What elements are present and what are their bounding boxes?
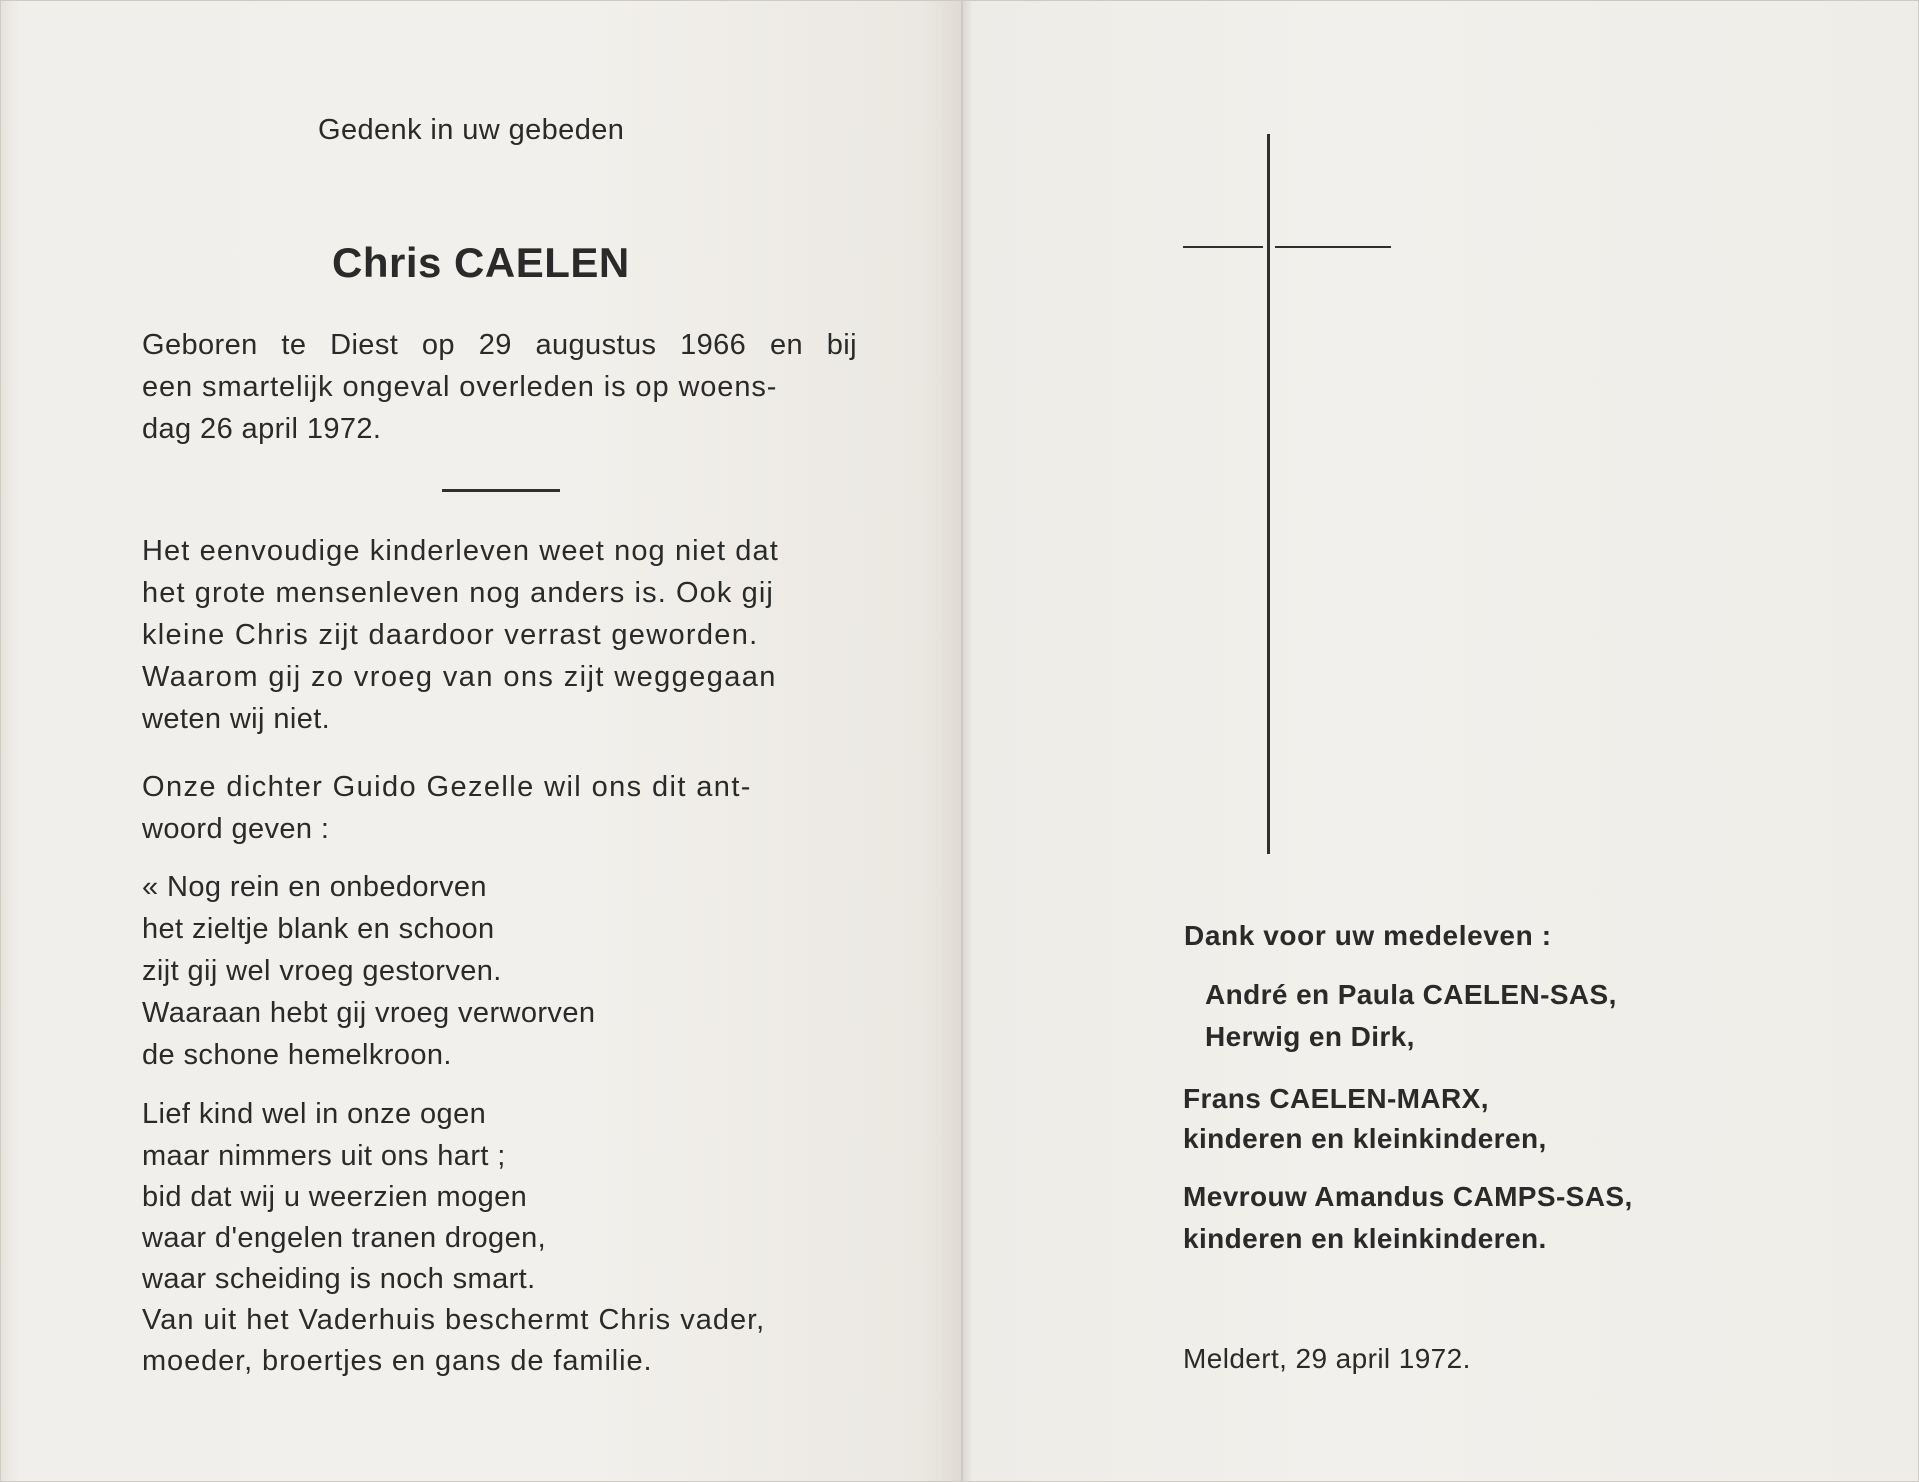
reflection-line: Het eenvoudige kinderleven weet nog niet dat [142,535,779,567]
poem-line: zijt gij wel vroeg gestorven. [142,955,502,987]
place-date: Meldert, 29 april 1972. [1183,1343,1471,1374]
reflection-line: het grote mensenleven nog anders is. Ook gij [142,577,774,609]
right-page [962,0,1919,1482]
word: Geboren [142,329,258,361]
word: augustus [535,329,657,361]
poem-line: waar d'engelen tranen drogen, [142,1222,547,1254]
poem-line: de schone hemelkroon. [142,1039,452,1071]
cross-right-arm [1275,246,1391,248]
thanks-heading: Dank voor uw medeleven : [1184,920,1552,951]
word: en [769,329,803,361]
poem-line: Lief kind wel in onze ogen [142,1098,487,1130]
cross-icon [1183,134,1433,854]
birth-line: dag 26 april 1972. [142,413,382,445]
reflection-line: kleine Chris zijt daardoor verrast geworden. [142,619,759,651]
intro-line: Onze dichter Guido Gezelle wil ons dit ant- [142,771,752,803]
heading: Gedenk in uw gebeden [318,114,625,146]
reflection-line: Waarom gij zo vroeg van ons zijt weggegaan [142,661,777,693]
word: op [421,329,455,361]
birth-line: een smartelijk ongeval overleden is op woens- [142,371,778,403]
poem-line: bid dat wij u weerzien mogen [142,1181,528,1213]
word: bij [826,329,857,361]
poem-line: Waaraan hebt gij vroeg verworven [142,997,596,1029]
poem-line: Van uit het Vaderhuis beschermt Chris vader, [142,1304,766,1336]
cross-vertical-beam [1267,134,1270,854]
family-line: Mevrouw Amandus CAMPS-SAS, [1183,1181,1633,1212]
poem-line: waar scheiding is noch smart. [142,1263,536,1295]
poem-line: « Nog rein en onbedorven [142,871,487,903]
word: Diest [330,329,399,361]
word: 29 [478,329,512,361]
deceased-name: Chris CAELEN [332,239,630,286]
family-line: Herwig en Dirk, [1205,1021,1415,1052]
family-line: kinderen en kleinkinderen. [1183,1223,1547,1254]
poem-line: moeder, broertjes en gans de familie. [142,1345,653,1377]
separator-rule [442,489,560,492]
family-line: kinderen en kleinkinderen, [1183,1123,1547,1154]
poem-line: maar nimmers uit ons hart ; [142,1140,506,1172]
word: te [281,329,307,361]
family-line: André en Paula CAELEN-SAS, [1205,979,1617,1010]
poem-line: het zieltje blank en schoon [142,913,495,945]
family-line: Frans CAELEN-MARX, [1183,1083,1489,1114]
intro-line: woord geven : [142,813,330,845]
reflection-line: weten wij niet. [142,703,331,735]
cross-left-arm [1183,246,1263,248]
word: 1966 [680,329,747,361]
birth-line [142,329,857,362]
